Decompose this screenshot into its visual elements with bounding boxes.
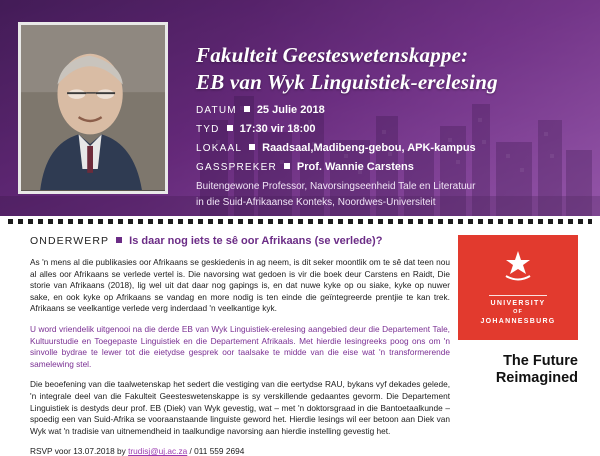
uj-logo-of: OF (513, 309, 523, 315)
body-text-column (30, 235, 450, 456)
speaker-affiliation-line-2: in die Suid-Afrikaanse Konteks, Noordwes-Universiteit (196, 197, 436, 208)
rsvp-suffix: / 011 559 2694 (187, 446, 245, 456)
dotted-divider (0, 216, 600, 227)
event-details (196, 104, 592, 210)
detail-value-speaker: Prof. Wannie Carstens (296, 161, 414, 173)
detail-label-date: DATUM (196, 105, 237, 116)
detail-value-time: 17:30 vir 18:00 (239, 123, 316, 135)
paragraph-1: As 'n mens al die publikasies oor Afrikaans se geskiedenis in ag neem, is dit seker moontlik om te sê dat teen nou al alles oor Afrikaans se verlede vertel is. Die navorsing wat gedoen is vir die boek deur Carstens en Raidt, Die storie van Afrikaans (2018), lig wel uit dat daar nog gapings is, en dat nuwe kyke op ou siake, kyke op nuwer sake, en ook kyke op Afrikaans se vandag en more nodig is ten einde die geïntegreerde prentjie te kan trek. Afrikaans se veelkantige verlede verg inderdaad 'n veelkantige kyk. (30, 257, 450, 314)
headline-line-1: Fakulteit Geesteswetenskappe: (196, 43, 469, 67)
bullet-icon (227, 125, 233, 131)
detail-label-time: TYD (196, 124, 220, 135)
detail-label-venue: LOKAAL (196, 143, 243, 154)
detail-row-venue (196, 142, 592, 154)
dotted-line (8, 219, 592, 224)
detail-row-speaker (196, 161, 592, 173)
detail-row-date (196, 104, 592, 116)
tagline-line-1: The Future (503, 353, 578, 369)
tagline (448, 353, 578, 387)
detail-row-time (196, 123, 592, 135)
uj-logo-panel (458, 235, 578, 340)
rsvp-email-link[interactable]: trudisj@uj.ac.za (128, 446, 188, 456)
topic-label: ONDERWERP (30, 235, 110, 247)
tagline-line-2: Reimagined (495, 370, 578, 386)
detail-value-date: 25 Julie 2018 (256, 104, 325, 116)
topic-line (30, 235, 450, 247)
paragraph-2: U word vriendelik uitgenooi na die derde EB van Wyk Linguistiek-erelesing aangebied deur die Departement Tale, Kultuurstudie en Toegepaste Linguistiek en die Departement Afrikaals. Met hierdie lesingreeks poog ons om 'n sinvolle bydrae te lewer tot die eietydse gesprek oor taalsake te midde van die eise wat 'n transformerende samelewing stel. (30, 323, 450, 369)
uj-logo-city: JOHANNESBURG (480, 318, 556, 325)
speaker-photo (18, 22, 168, 194)
rsvp-line (30, 446, 450, 456)
detail-value-venue: Raadsaal, (262, 142, 314, 154)
detail-value-venue-extra: Madibeng-gebou, APK-kampus (313, 142, 476, 154)
poster-body (0, 227, 600, 456)
bullet-icon (244, 106, 250, 112)
bullet-icon (116, 237, 122, 243)
headline-line-2: EB van Wyk Linguistiek-erelesing (196, 70, 498, 94)
speaker-affiliation-line-1: Buitengewone Professor, Navorsingseenheid Tale en Literatuur (196, 181, 476, 192)
uj-logo-text (480, 299, 555, 326)
uj-logo-university: UNIVERSITY (490, 300, 546, 307)
detail-label-speaker: GASSPREKER (196, 162, 277, 173)
uj-crest-icon (500, 249, 536, 288)
topic-text: Is daar nog iets te sê oor Afrikaans (se verlede)? (129, 235, 383, 247)
paragraph-3: Die beoefening van die taalwetenskap het sedert die vestiging van die eertydse RAU, bykans vyf dekades gelede, 'n integrale deel van die Fakulteit Geesteswetenskappe is sy verskillende gedaantes gevorm. Die Departement Linguistiek is destyds deur prof. EB (Diek) van Wyk gevestig, wat – met 'n doktorsgraad in die Bantoetaalkunde – spoedig een van Suid-Afrika se vooraanstaande linguiste geword het. Hierdie lesings wil eer betoon aan Diek van Wyk wat 'n tradisie van uitnemendheid in taalkundige navorsing aan hierdie instelling gevestig het. (30, 379, 450, 436)
rsvp-prefix: RSVP voor 13.07.2018 by (30, 446, 129, 456)
bullet-icon (284, 163, 290, 169)
poster-header (0, 0, 600, 216)
bullet-icon (249, 144, 255, 150)
poster-headline (196, 42, 588, 96)
logo-divider (489, 295, 547, 296)
